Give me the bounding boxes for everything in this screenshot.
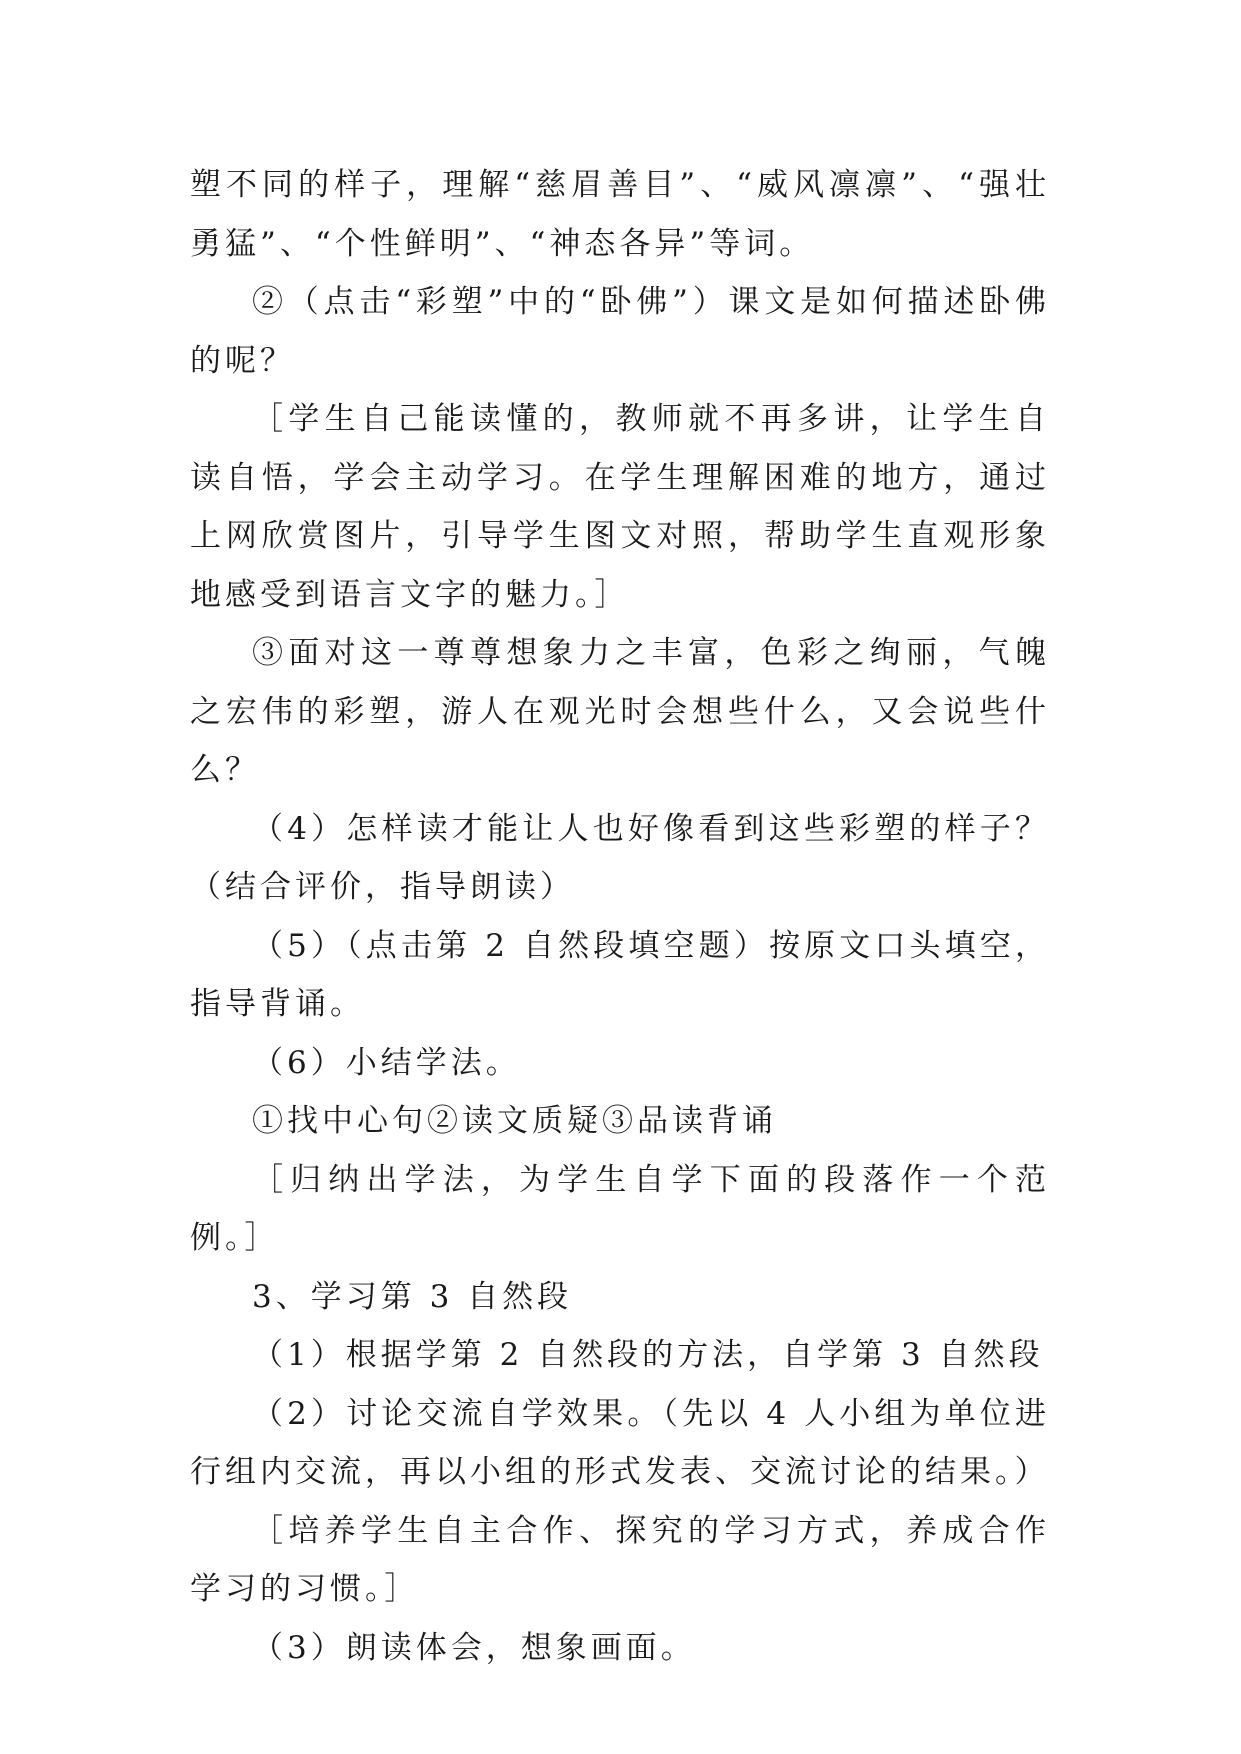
paragraph-note-2: ［归纳出学法，为学生自学下面的段落作一个范例。］ [190, 1161, 1050, 1256]
paragraph-substep-2: （2）讨论交流自学效果。（先以 4 人小组为单位进行组内交流，再以小组的形式发表、交流讨论的结果。） [190, 1395, 1050, 1490]
paragraph-substep-1: （1）根据学第 2 自然段的方法，自学第 3 自然段 [252, 1337, 1044, 1373]
paragraph-step-6: （6）小结学法。 [252, 1044, 521, 1081]
paragraph-item-2: ②（点击“彩塑”中的“卧佛”）课文是如何描述卧佛的呢？ [190, 284, 1050, 379]
paragraph-substep-3: （3）朗读体会，想象画面。 [252, 1629, 696, 1666]
paragraph-method-list: ①找中心句②读文质疑③品读背诵 [252, 1103, 777, 1139]
paragraph-note-3: ［培养学生自主合作、探究的学习方式，养成合作学习的习惯。］ [190, 1512, 1050, 1607]
section-heading-3: 3、学习第 3 自然段 [252, 1278, 573, 1315]
paragraph-item-3: ③面对这一尊尊想象力之丰富，色彩之绚丽，气魄之宏伟的彩塑，游人在观光时会想些什么，又会说些什么？ [190, 635, 1050, 788]
paragraph-continuation: 塑不同的样子，理解“慈眉善目”、“威风凛凛”、“强壮勇猛”、“个性鲜明”、“神态各异”等词。 [190, 167, 1050, 262]
paragraph-step-5: （5）（点击第 2 自然段填空题）按原文口头填空，指导背诵。 [190, 927, 1050, 1022]
paragraph-note-1: ［学生自己能读懂的，教师就不再多讲，让学生自读自悟，学会主动学习。在学生理解困难的地方，通过上网欣赏图片，引导学生图文对照，帮助学生直观形象地感受到语言文字的魅力。］ [190, 401, 1050, 613]
document-body [190, 156, 1050, 1677]
paragraph-step-4: （4）怎样读才能让人也好像看到这些彩塑的样子？（结合评价，指导朗读） [190, 810, 1050, 905]
